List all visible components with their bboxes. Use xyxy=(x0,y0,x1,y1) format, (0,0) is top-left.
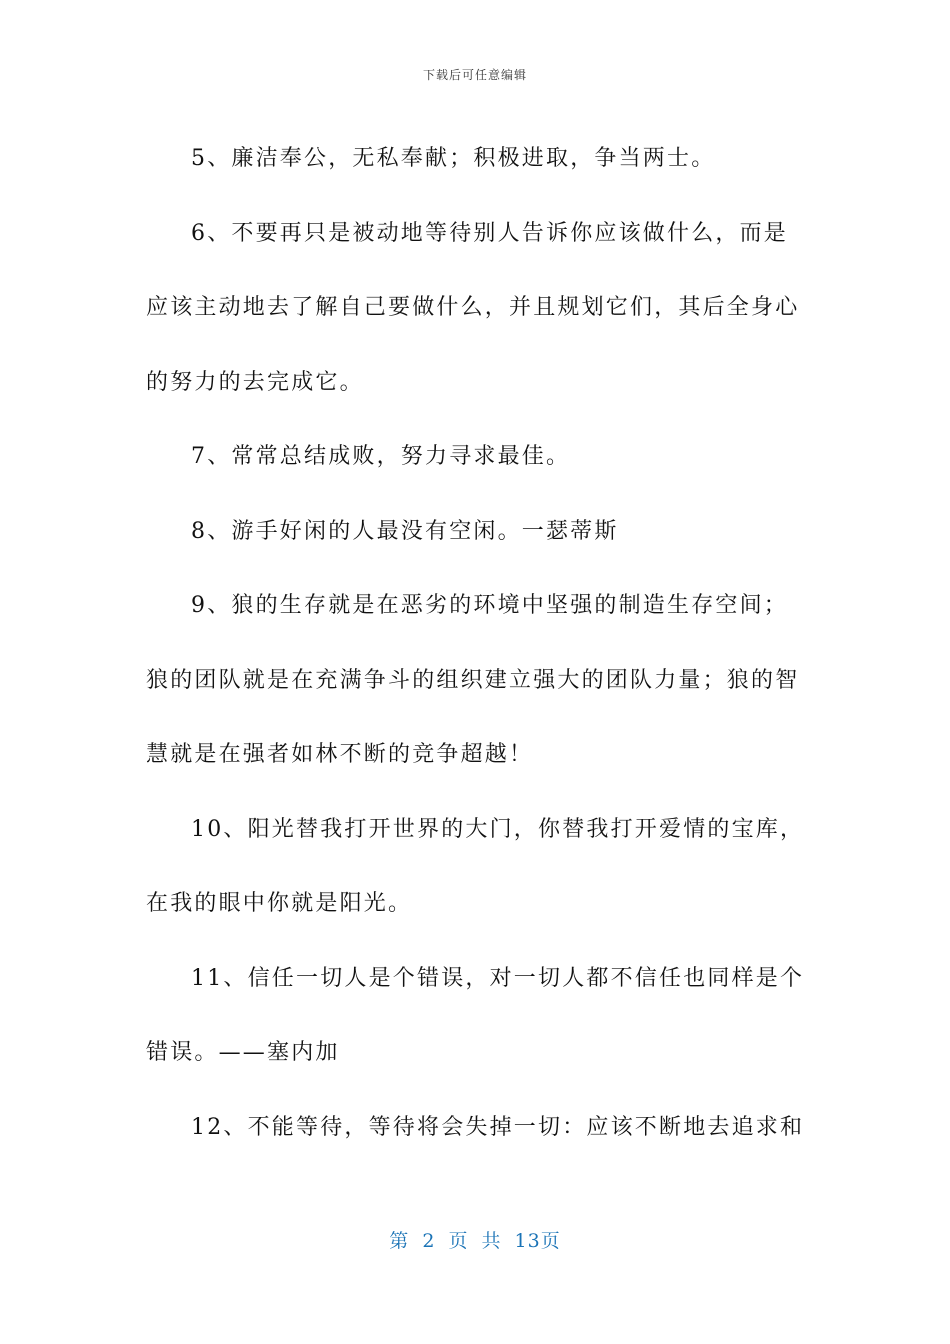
paragraph-6: 6、不要再只是被动地等待别人告诉你应该做什么，而是应该主动地去了解自己要做什么，并且规划它们，其后全身心的努力的去完成它。 xyxy=(146,220,800,395)
paragraph-7: 7、常常总结成败，努力寻求最佳。 xyxy=(191,444,571,469)
paragraph-10: 10、阳光替我打开世界的大门，你替我打开爱情的宝库，在我的眼中你就是阳光。 xyxy=(146,816,805,916)
page-number: 第 2 页 共 13页 xyxy=(389,1230,561,1252)
page-header: 下载后可任意编辑 xyxy=(422,68,527,82)
paragraph-5: 5、廉洁奉公，无私奉献；积极进取，争当两士。 xyxy=(191,146,716,171)
paragraph-9: 9、狼的生存就是在恶劣的环境中坚强的制造生存空间；狼的团队就是在充满争斗的组织建立强大的团队力量；狼的智慧就是在强者如林不断的竞争超越！ xyxy=(146,593,800,767)
document-body xyxy=(146,122,806,1165)
paragraph-12: 12、不能等待，等待将会失掉一切：应该不断地去追求和 xyxy=(191,1114,805,1140)
paragraph-8: 8、游手好闲的人最没有空闲。一瑟蒂斯 xyxy=(191,518,619,544)
paragraph-11: 11、信任一切人是个错误，对一切人都不信任也同样是个错误。——塞内加 xyxy=(146,965,805,1065)
